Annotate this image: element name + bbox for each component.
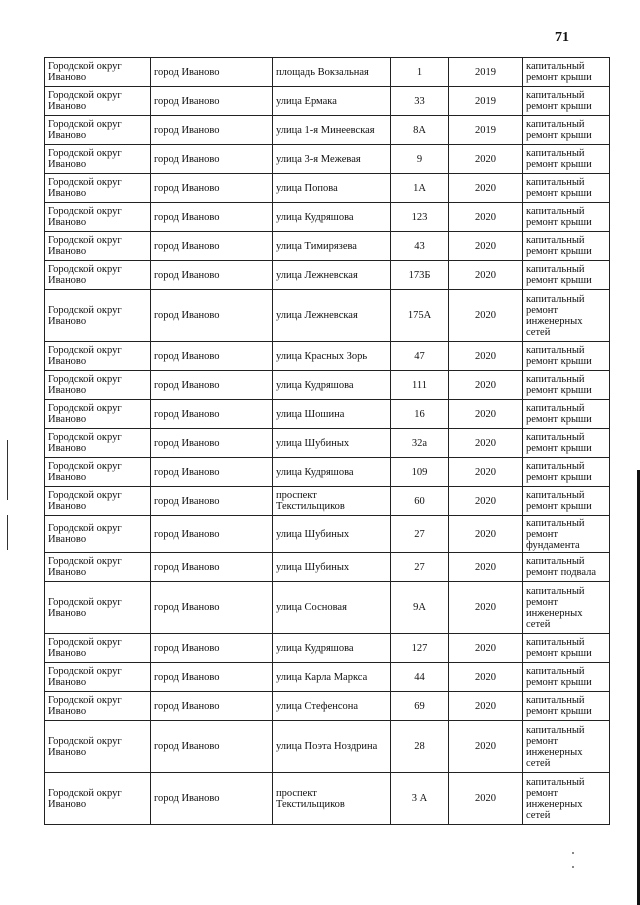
cell-city: город Иваново xyxy=(151,290,273,342)
cell-city: город Иваново xyxy=(151,487,273,516)
scan-margin-mark xyxy=(7,515,8,550)
cell-street: проспект Текстильщиков xyxy=(273,773,391,825)
cell-city: город Иваново xyxy=(151,261,273,290)
cell-year: 2020 xyxy=(449,174,523,203)
table-row xyxy=(45,371,610,400)
cell-city: город Иваново xyxy=(151,371,273,400)
cell-city: город Иваново xyxy=(151,692,273,721)
cell-work-type: капитальный ремонт инженерных сетей xyxy=(523,773,610,825)
table-row xyxy=(45,342,610,371)
cell-house-number: 109 xyxy=(391,458,449,487)
cell-okrug: Городской округ Иваново xyxy=(45,458,151,487)
cell-work-type: капитальный ремонт крыши xyxy=(523,87,610,116)
cell-city: город Иваново xyxy=(151,516,273,553)
table-row xyxy=(45,553,610,582)
cell-year: 2020 xyxy=(449,429,523,458)
table-row xyxy=(45,290,610,342)
table-row xyxy=(45,203,610,232)
cell-city: город Иваново xyxy=(151,400,273,429)
cell-work-type: капитальный ремонт крыши xyxy=(523,342,610,371)
table-row xyxy=(45,634,610,663)
cell-year: 2020 xyxy=(449,232,523,261)
cell-year: 2020 xyxy=(449,290,523,342)
cell-okrug: Городской округ Иваново xyxy=(45,145,151,174)
cell-city: город Иваново xyxy=(151,663,273,692)
cell-okrug: Городской округ Иваново xyxy=(45,203,151,232)
cell-work-type: капитальный ремонт крыши xyxy=(523,400,610,429)
cell-street: улица Лежневская xyxy=(273,261,391,290)
cell-house-number: 127 xyxy=(391,634,449,663)
cell-city: город Иваново xyxy=(151,174,273,203)
cell-street: улица Стефенсона xyxy=(273,692,391,721)
table-row xyxy=(45,232,610,261)
cell-house-number: 9 xyxy=(391,145,449,174)
cell-year: 2020 xyxy=(449,553,523,582)
cell-year: 2020 xyxy=(449,487,523,516)
cell-street: улица Красных Зорь xyxy=(273,342,391,371)
cell-house-number: 60 xyxy=(391,487,449,516)
cell-house-number: 123 xyxy=(391,203,449,232)
table-row xyxy=(45,116,610,145)
cell-work-type: капитальный ремонт крыши xyxy=(523,174,610,203)
cell-street: улица Ермака xyxy=(273,87,391,116)
cell-okrug: Городской округ Иваново xyxy=(45,58,151,87)
cell-city: город Иваново xyxy=(151,634,273,663)
scan-speck xyxy=(572,852,574,854)
cell-house-number: 27 xyxy=(391,553,449,582)
cell-work-type: капитальный ремонт инженерных сетей xyxy=(523,290,610,342)
cell-okrug: Городской округ Иваново xyxy=(45,290,151,342)
cell-city: город Иваново xyxy=(151,582,273,634)
cell-city: город Иваново xyxy=(151,458,273,487)
cell-year: 2019 xyxy=(449,58,523,87)
cell-street: улица Кудряшова xyxy=(273,634,391,663)
cell-house-number: 33 xyxy=(391,87,449,116)
cell-year: 2020 xyxy=(449,261,523,290)
cell-work-type: капитальный ремонт крыши xyxy=(523,145,610,174)
cell-house-number: 3 А xyxy=(391,773,449,825)
cell-house-number: 173Б xyxy=(391,261,449,290)
cell-house-number: 9А xyxy=(391,582,449,634)
cell-city: город Иваново xyxy=(151,145,273,174)
cell-year: 2020 xyxy=(449,692,523,721)
table-row xyxy=(45,582,610,634)
cell-house-number: 8А xyxy=(391,116,449,145)
cell-okrug: Городской округ Иваново xyxy=(45,634,151,663)
cell-okrug: Городской округ Иваново xyxy=(45,663,151,692)
cell-street: проспект Текстильщиков xyxy=(273,487,391,516)
cell-work-type: капитальный ремонт подвала xyxy=(523,553,610,582)
cell-okrug: Городской округ Иваново xyxy=(45,487,151,516)
cell-okrug: Городской округ Иваново xyxy=(45,692,151,721)
cell-city: город Иваново xyxy=(151,116,273,145)
cell-work-type: капитальный ремонт крыши xyxy=(523,203,610,232)
cell-okrug: Городской округ Иваново xyxy=(45,400,151,429)
cell-okrug: Городской округ Иваново xyxy=(45,429,151,458)
cell-okrug: Городской округ Иваново xyxy=(45,721,151,773)
cell-work-type: капитальный ремонт крыши xyxy=(523,371,610,400)
cell-street: улица 3-я Межевая xyxy=(273,145,391,174)
cell-house-number: 16 xyxy=(391,400,449,429)
cell-okrug: Городской округ Иваново xyxy=(45,261,151,290)
cell-okrug: Городской округ Иваново xyxy=(45,582,151,634)
cell-street: улица Кудряшова xyxy=(273,371,391,400)
cell-street: улица Лежневская xyxy=(273,290,391,342)
cell-street: улица Попова xyxy=(273,174,391,203)
cell-city: город Иваново xyxy=(151,203,273,232)
table-row xyxy=(45,458,610,487)
cell-work-type: капитальный ремонт крыши xyxy=(523,458,610,487)
cell-year: 2020 xyxy=(449,663,523,692)
cell-year: 2020 xyxy=(449,721,523,773)
cell-year: 2020 xyxy=(449,342,523,371)
table-row xyxy=(45,174,610,203)
table-row xyxy=(45,663,610,692)
table-row xyxy=(45,773,610,825)
cell-okrug: Городской округ Иваново xyxy=(45,174,151,203)
repair-schedule-table xyxy=(44,57,610,825)
cell-street: улица Шошина xyxy=(273,400,391,429)
table-row xyxy=(45,692,610,721)
cell-work-type: капитальный ремонт инженерных сетей xyxy=(523,582,610,634)
cell-city: город Иваново xyxy=(151,232,273,261)
cell-year: 2020 xyxy=(449,773,523,825)
cell-work-type: капитальный ремонт крыши xyxy=(523,232,610,261)
cell-okrug: Городской округ Иваново xyxy=(45,371,151,400)
cell-work-type: капитальный ремонт крыши xyxy=(523,58,610,87)
cell-okrug: Городской округ Иваново xyxy=(45,553,151,582)
cell-street: улица Кудряшова xyxy=(273,203,391,232)
cell-work-type: капитальный ремонт крыши xyxy=(523,429,610,458)
cell-city: город Иваново xyxy=(151,553,273,582)
cell-house-number: 27 xyxy=(391,516,449,553)
cell-street: улица Карла Маркса xyxy=(273,663,391,692)
table-row xyxy=(45,516,610,553)
table-row xyxy=(45,721,610,773)
cell-city: город Иваново xyxy=(151,342,273,371)
cell-street: улица Шубиных xyxy=(273,429,391,458)
table-row xyxy=(45,261,610,290)
cell-okrug: Городской округ Иваново xyxy=(45,773,151,825)
cell-house-number: 32а xyxy=(391,429,449,458)
cell-house-number: 175А xyxy=(391,290,449,342)
cell-year: 2019 xyxy=(449,116,523,145)
scan-margin-mark xyxy=(7,440,8,500)
cell-okrug: Городской округ Иваново xyxy=(45,87,151,116)
cell-okrug: Городской округ Иваново xyxy=(45,516,151,553)
cell-house-number: 28 xyxy=(391,721,449,773)
cell-street: площадь Вокзальная xyxy=(273,58,391,87)
cell-house-number: 47 xyxy=(391,342,449,371)
cell-year: 2020 xyxy=(449,145,523,174)
cell-year: 2020 xyxy=(449,203,523,232)
cell-work-type: капитальный ремонт крыши xyxy=(523,692,610,721)
cell-city: город Иваново xyxy=(151,87,273,116)
cell-year: 2020 xyxy=(449,516,523,553)
cell-street: улица Тимирязева xyxy=(273,232,391,261)
cell-okrug: Городской округ Иваново xyxy=(45,342,151,371)
cell-work-type: капитальный ремонт фундамента xyxy=(523,516,610,553)
cell-street: улица Шубиных xyxy=(273,516,391,553)
cell-house-number: 1А xyxy=(391,174,449,203)
cell-city: город Иваново xyxy=(151,58,273,87)
cell-house-number: 1 xyxy=(391,58,449,87)
cell-city: город Иваново xyxy=(151,721,273,773)
table-row xyxy=(45,400,610,429)
cell-work-type: капитальный ремонт крыши xyxy=(523,116,610,145)
cell-city: город Иваново xyxy=(151,773,273,825)
cell-year: 2020 xyxy=(449,371,523,400)
cell-work-type: капитальный ремонт крыши xyxy=(523,634,610,663)
cell-street: улица 1-я Минеевская xyxy=(273,116,391,145)
cell-work-type: капитальный ремонт крыши xyxy=(523,261,610,290)
cell-okrug: Городской округ Иваново xyxy=(45,232,151,261)
page-number: 71 xyxy=(555,30,569,45)
cell-work-type: капитальный ремонт инженерных сетей xyxy=(523,721,610,773)
table-row xyxy=(45,58,610,87)
cell-house-number: 44 xyxy=(391,663,449,692)
cell-street: улица Шубиных xyxy=(273,553,391,582)
cell-year: 2020 xyxy=(449,634,523,663)
cell-work-type: капитальный ремонт крыши xyxy=(523,663,610,692)
cell-year: 2020 xyxy=(449,400,523,429)
table-row xyxy=(45,87,610,116)
cell-city: город Иваново xyxy=(151,429,273,458)
cell-year: 2020 xyxy=(449,582,523,634)
scan-speck xyxy=(572,866,574,868)
cell-house-number: 43 xyxy=(391,232,449,261)
table-row xyxy=(45,487,610,516)
cell-street: улица Сосновая xyxy=(273,582,391,634)
cell-street: улица Поэта Ноздрина xyxy=(273,721,391,773)
cell-house-number: 69 xyxy=(391,692,449,721)
table-row xyxy=(45,429,610,458)
cell-year: 2019 xyxy=(449,87,523,116)
table-row xyxy=(45,145,610,174)
cell-okrug: Городской округ Иваново xyxy=(45,116,151,145)
cell-street: улица Кудряшова xyxy=(273,458,391,487)
cell-work-type: капитальный ремонт крыши xyxy=(523,487,610,516)
cell-house-number: 111 xyxy=(391,371,449,400)
cell-year: 2020 xyxy=(449,458,523,487)
